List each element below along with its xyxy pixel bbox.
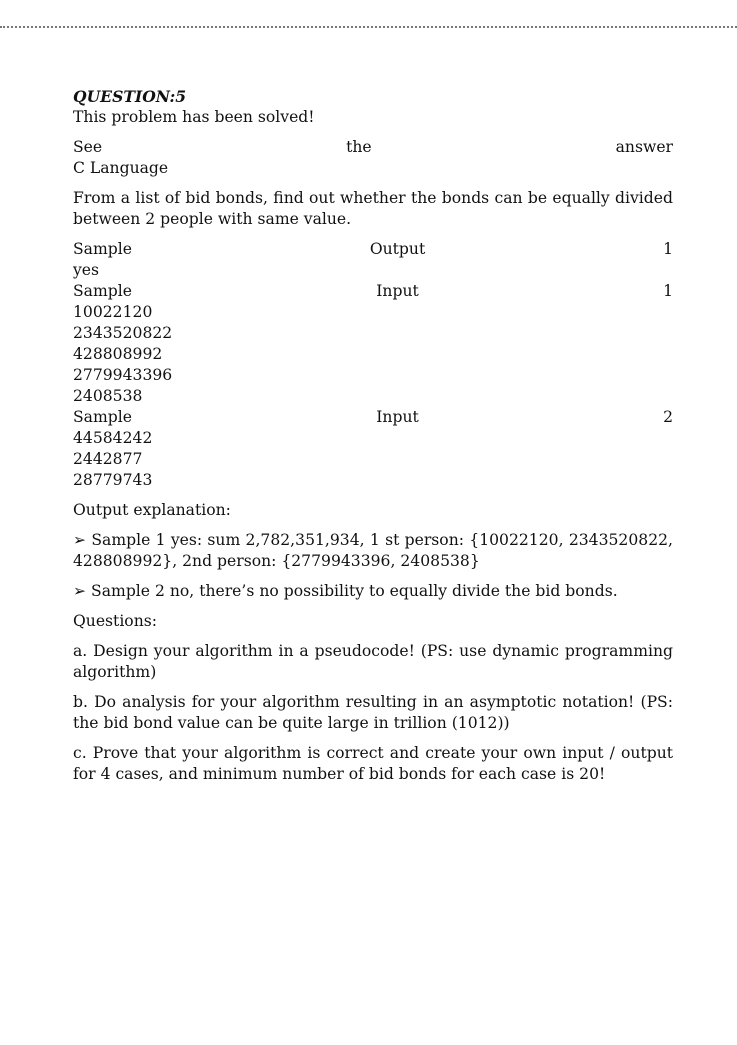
sample-input-2-word: Sample <box>73 408 132 426</box>
explanation-text-2: Sample 2 no, there’s no possibility to equally divide the bid bonds. <box>91 582 618 600</box>
sample-output-1-header <box>73 239 673 260</box>
questions-heading: Questions: <box>73 612 157 630</box>
problem-description: From a list of bid bonds, find out whether the bonds can be equally divided between 2 people with same value. <box>73 189 673 228</box>
sample-input-2-kind: Input <box>376 408 419 426</box>
see-answer-line <box>73 137 673 158</box>
solved-note: This problem has been solved! <box>73 108 315 126</box>
sample-input-1-value: 2779943396 <box>73 366 173 384</box>
sample-input-2-value: 2442877 <box>73 450 143 468</box>
sample-input-1-value: 10022120 <box>73 303 153 321</box>
document-body <box>73 86 673 785</box>
sample-input-1-value: 2343520822 <box>73 324 173 342</box>
sample-output-1-word: Sample <box>73 240 132 258</box>
see-answer-word-2: the <box>346 138 372 156</box>
sample-input-1-value: 428808992 <box>73 345 163 363</box>
sample-input-2-value: 44584242 <box>73 429 153 447</box>
sample-input-1-header <box>73 281 673 302</box>
explanation-heading: Output explanation: <box>73 501 231 519</box>
explanation-item-2 <box>73 581 673 602</box>
sample-input-1-number: 1 <box>663 282 673 300</box>
sample-input-1-word: Sample <box>73 282 132 300</box>
sample-output-1-value: yes <box>73 261 100 279</box>
sample-input-1-kind: Input <box>376 282 419 300</box>
arrow-bullet-icon: ➢ <box>73 531 87 549</box>
explanation-item-1 <box>73 530 673 572</box>
sample-input-2-header <box>73 407 673 428</box>
explanation-text-1: Sample 1 yes: sum 2,782,351,934, 1 st person: {10022120, 2343520822, 428808992}, 2nd person: {2779943396, 2408538} <box>73 531 673 570</box>
question-item-c: c. Prove that your algorithm is correct and create your own input / output for 4 cases, and minimum number of bid bonds for each case is 20! <box>73 744 673 783</box>
sample-input-2-number: 2 <box>663 408 673 426</box>
dotted-separator <box>0 26 737 28</box>
see-answer-word-3: answer <box>615 138 673 156</box>
sample-input-2-value: 28779743 <box>73 471 153 489</box>
sample-output-1-number: 1 <box>663 240 673 258</box>
sample-output-1-kind: Output <box>369 240 426 258</box>
arrow-bullet-icon: ➢ <box>73 582 87 600</box>
question-title: QUESTION:5 <box>73 87 187 106</box>
sample-input-1-value: 2408538 <box>73 387 143 405</box>
question-item-a: a. Design your algorithm in a pseudocode! (PS: use dynamic programming algorithm) <box>73 642 673 681</box>
question-item-b: b. Do analysis for your algorithm resulting in an asymptotic notation! (PS: the bid bond value can be quite large in trillion (1012)) <box>73 693 673 732</box>
see-answer-word-1: See <box>73 138 103 156</box>
language-label: C Language <box>73 159 169 177</box>
